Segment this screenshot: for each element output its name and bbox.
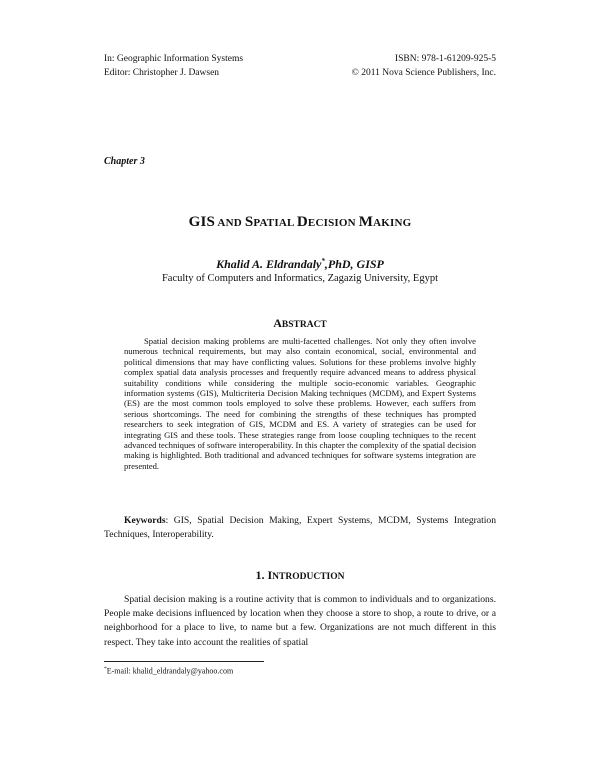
footnote-divider	[104, 661, 264, 662]
affiliation: Faculty of Computers and Informatics, Zagazig University, Egypt	[161, 273, 439, 284]
running-header-left	[104, 52, 243, 80]
title-part: PATIAL	[253, 217, 297, 229]
title-part: M	[358, 214, 374, 230]
heading-rest: NTRODUCTION	[272, 572, 345, 582]
title-part: ECISION	[307, 217, 359, 229]
heading-cap: I	[267, 568, 273, 582]
abstract-heading	[0, 316, 600, 331]
isbn-line: ISBN: 978-1-61209-925-5	[394, 54, 496, 64]
footnote	[104, 664, 233, 677]
editor-line: Editor: Christopher J. Dawsen	[104, 68, 220, 78]
title-part: AND	[215, 217, 245, 229]
copyright-line: © 2011 Nova Science Publishers, Inc.	[351, 68, 496, 78]
abstract-body: Spatial decision making problems are multi-facetted challenges. Not only they often involve numerous technical requirements, but may also contain economical, social, environmental and political dimensions that may have conflicting values. Solutions for these problems involve highly complex spatial data analysis processes and frequently require advanced means to address physical suitability conditions while considering the multiple socio-economic variables. Geographic information systems (GIS), Multicriteria Decision Making techniques (MCDM), and Expert Systems (ES) are the most common tools employed to solve these problems. However, each suffers from serious shortcomings. The need for combining the strengths of these techniques has prompted researchers to seek integration of GIS, MCDM and ES. A variety of strategies can be used for integrating GIS and these tools. These strategies range from loose coupling techniques to the recent advanced techniques of software interoperability. In this chapter the complexity of the spatial decision making is highlighted. Both traditional and advanced techniques for software systems integration are presented.	[124, 336, 476, 471]
author-credentials: ,PhD, GISP	[324, 257, 384, 271]
title-part: GIS	[188, 214, 216, 230]
running-header-right	[352, 52, 496, 80]
section-number: 1.	[255, 568, 268, 582]
title-part: S	[244, 214, 254, 230]
heading-cap: A	[273, 316, 282, 330]
keywords-paragraph	[104, 514, 496, 541]
author-footnote-mark: *	[321, 257, 325, 265]
author-name: Khalid A. Eldrandaly	[216, 257, 322, 271]
keywords-text: : GIS, Spatial Decision Making, Expert Systems, MCDM, Systems Integration Techniques, Interoperability.	[104, 515, 496, 540]
book-title-line: In: Geographic Information Systems	[104, 54, 244, 64]
heading-rest: BSTRACT	[281, 320, 327, 330]
chapter-label: Chapter 3	[104, 156, 145, 167]
title-part: AKING	[373, 217, 412, 229]
keywords-label: Keywords	[124, 515, 166, 526]
title-part: D	[296, 214, 308, 230]
section-heading-introduction	[0, 568, 600, 583]
footnote-mark: *	[104, 666, 107, 672]
chapter-title	[0, 214, 600, 231]
footnote-email: E-mail: khalid_eldrandaly@yahoo.com	[106, 666, 234, 676]
introduction-paragraph: Spatial decision making is a routine activity that is common to individuals and to organizations. People make decisions influenced by location when they choose a store to shop, a route to drive, or a neighborhood for a place to live, to name but a few. Organizations are not much different in this respect. They take into account the realities of spatial	[104, 594, 496, 648]
author-line	[0, 257, 600, 272]
